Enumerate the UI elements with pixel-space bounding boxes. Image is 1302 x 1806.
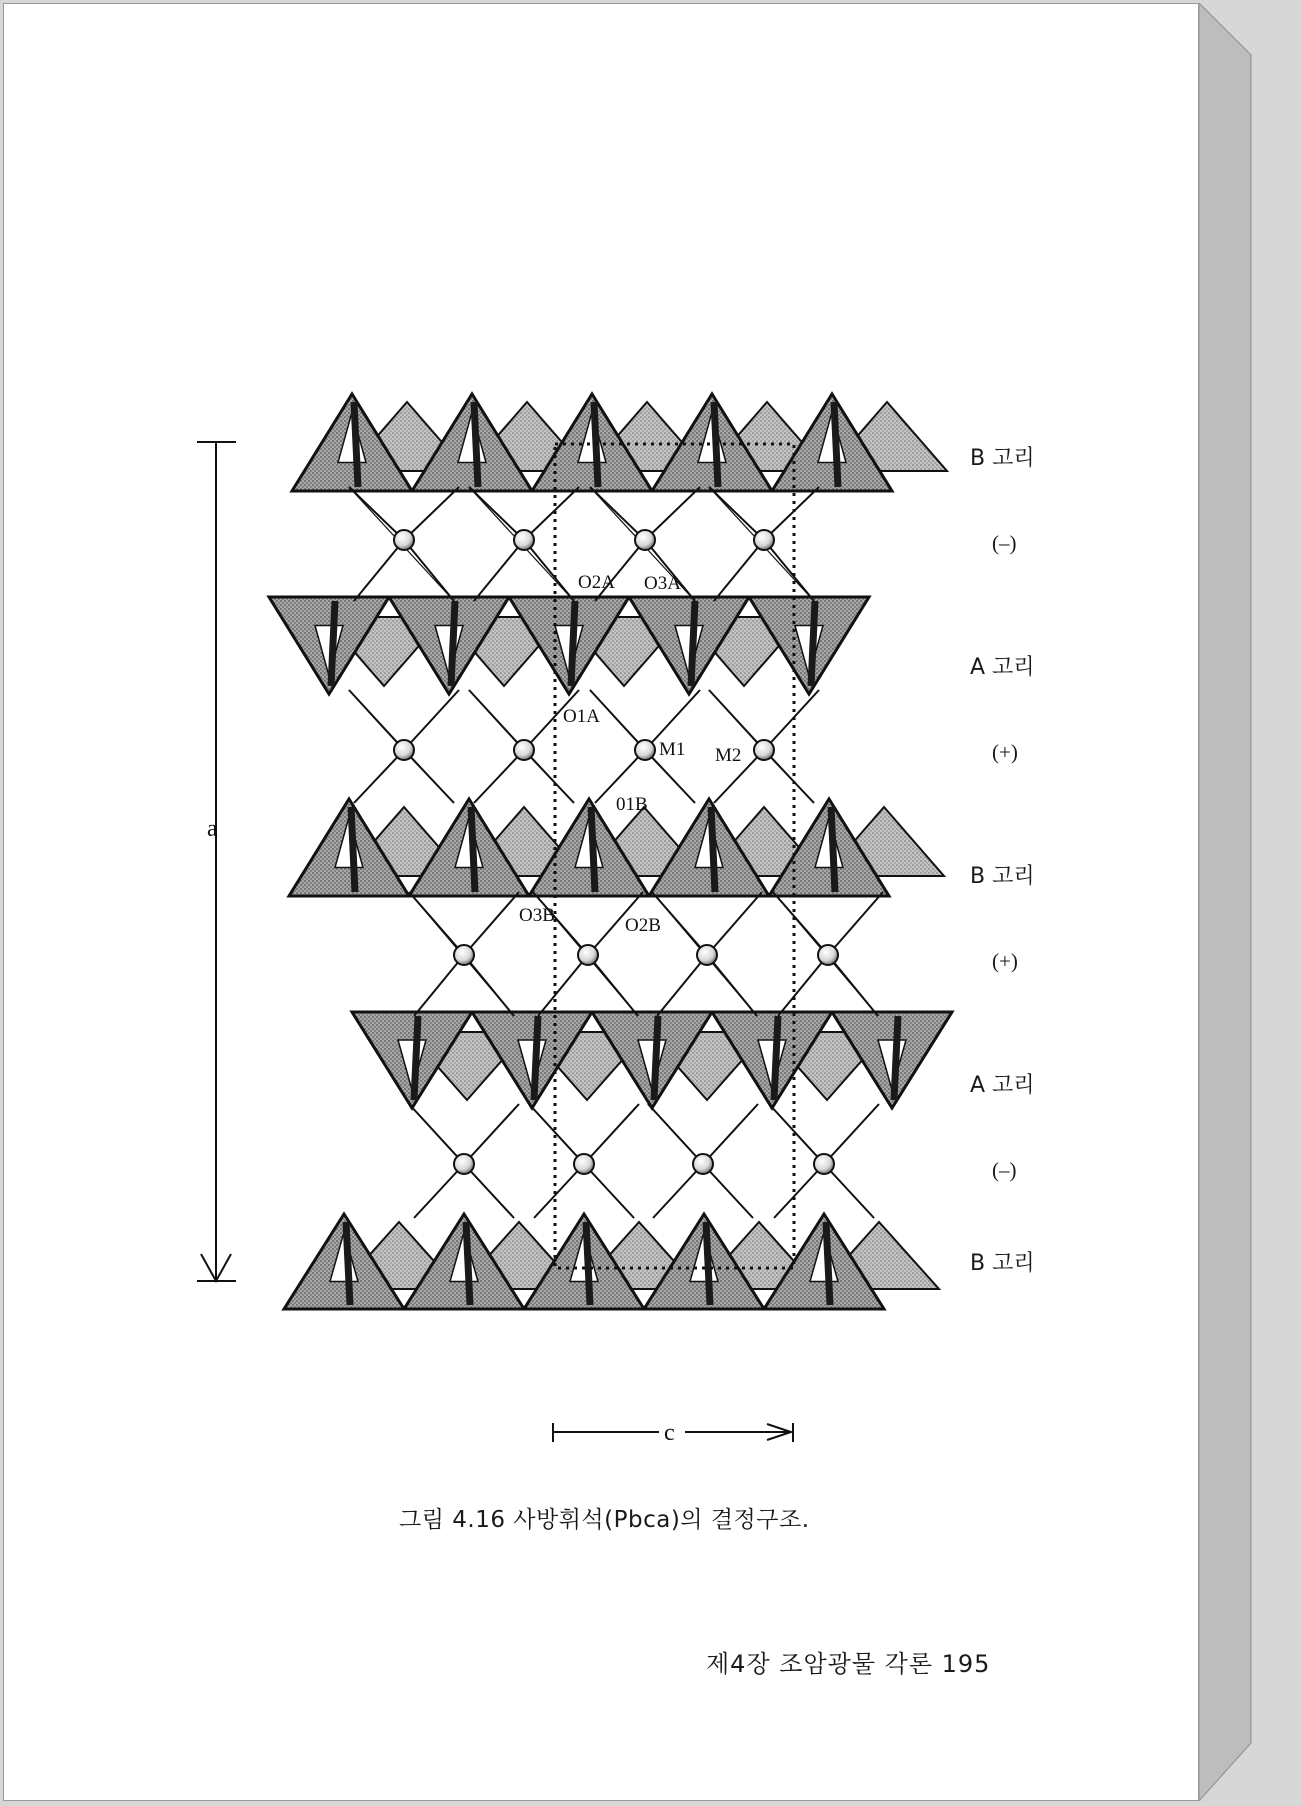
running-footer: 제4장 조암광물 각론 195 — [706, 1650, 991, 1678]
metal-oxygen-bond — [709, 487, 764, 540]
tetrahedron-edge — [414, 1016, 418, 1100]
silicate-chain-5 — [284, 1214, 939, 1309]
ring-label-4: A 고리 — [970, 1073, 1035, 1098]
tetrahedron-edge — [474, 402, 478, 487]
metal-atom — [454, 1154, 474, 1174]
metal-oxygen-bond — [464, 892, 519, 955]
metal-atom — [574, 1154, 594, 1174]
tetrahedron-edge — [591, 807, 595, 892]
charge-label-4: (–) — [992, 1158, 1017, 1182]
site-label-m2: M2 — [715, 745, 742, 766]
metal-oxygen-bond — [764, 487, 819, 540]
tetrahedron-edge — [571, 601, 575, 686]
tetrahedral-chains — [269, 394, 952, 1309]
metal-atom — [754, 530, 774, 550]
tetrahedron-edge — [534, 1016, 538, 1100]
site-label-o1b: 01B — [616, 794, 648, 815]
silicate-chain-2 — [269, 597, 869, 694]
tetrahedron-edge — [894, 1016, 898, 1100]
tetrahedron-edge — [706, 1222, 710, 1305]
tetrahedron-edge — [471, 807, 475, 892]
metal-oxygen-bond — [404, 690, 459, 750]
metal-oxygen-bond — [778, 955, 828, 1016]
site-label-o3b: O3B — [519, 905, 555, 926]
metal-oxygen-bond — [707, 892, 762, 955]
metal-atom — [394, 530, 414, 550]
metal-oxygen-bond — [764, 540, 814, 601]
metal-oxygen-bond — [414, 1164, 464, 1218]
metal-oxygen-bond — [653, 1164, 703, 1218]
ring-label-2: A 고리 — [970, 655, 1035, 680]
tetrahedron-edge — [811, 601, 815, 686]
charge-label-2: (+) — [992, 740, 1018, 764]
metal-oxygen-bond — [764, 690, 819, 750]
metal-atom — [514, 530, 534, 550]
tetrahedron-edge — [774, 1016, 778, 1100]
metal-oxygen-bond — [590, 487, 645, 540]
metal-atom — [635, 530, 655, 550]
a-axis — [197, 442, 236, 1281]
metal-oxygen-bond — [657, 955, 707, 1016]
tetrahedron-edge — [451, 601, 455, 686]
metal-oxygen-bond — [404, 540, 454, 601]
metal-oxygen-bond — [474, 540, 524, 601]
metal-oxygen-bond — [469, 487, 524, 540]
metal-oxygen-bond — [824, 1104, 879, 1164]
c-axis-label: c — [664, 1420, 675, 1446]
metal-atom — [394, 740, 414, 760]
metal-oxygen-bond — [703, 1104, 758, 1164]
metal-oxygen-bond — [524, 540, 574, 601]
metal-oxygen-bond — [524, 487, 579, 540]
metal-atom — [693, 1154, 713, 1174]
tetrahedron-edge — [711, 807, 715, 892]
metal-oxygen-bond — [645, 487, 700, 540]
metal-oxygen-bond — [534, 1164, 584, 1218]
a-axis-label: a — [207, 816, 218, 842]
tetrahedron-edge — [691, 601, 695, 686]
tetrahedron-edge — [826, 1222, 830, 1305]
book-edge — [1199, 3, 1259, 1801]
site-label-o2b: O2B — [625, 915, 661, 936]
metal-oxygen-bond — [584, 1104, 639, 1164]
metal-oxygen-bond — [774, 1164, 824, 1218]
site-label-m1: M1 — [659, 739, 686, 760]
metal-atom — [697, 945, 717, 965]
tetrahedron-edge — [331, 601, 335, 686]
charge-label-3: (+) — [992, 949, 1018, 973]
site-label-o3a: O3A — [644, 573, 681, 594]
ring-label-3: B 고리 — [970, 864, 1035, 889]
metal-oxygen-bond — [828, 892, 883, 955]
metal-atom — [514, 740, 534, 760]
silicate-chain-4 — [352, 1012, 952, 1108]
metal-oxygen-bond — [538, 955, 588, 1016]
metal-oxygen-bond — [349, 487, 404, 540]
metal-oxygen-bond — [354, 540, 404, 601]
charge-label-1: (–) — [992, 531, 1017, 555]
metal-atom — [754, 740, 774, 760]
tetrahedron-edge — [831, 807, 835, 892]
tetrahedron-edge — [834, 402, 838, 487]
site-label-o1a: O1A — [563, 706, 600, 727]
metal-atom — [454, 945, 474, 965]
metal-atom — [578, 945, 598, 965]
figure-caption: 그림 4.16 사방휘석(Pbca)의 결정구조. — [399, 1507, 810, 1533]
metal-oxygen-bond — [714, 540, 764, 601]
tetrahedron-edge — [466, 1222, 470, 1305]
tetrahedron-edge — [351, 807, 355, 892]
metal-oxygen-bond — [414, 955, 464, 1016]
tetrahedron-edge — [586, 1222, 590, 1305]
tetrahedron-edge — [654, 1016, 658, 1100]
metal-atom — [814, 1154, 834, 1174]
ring-label-1: B 고리 — [970, 446, 1035, 471]
tetrahedron-edge — [354, 402, 358, 487]
site-label-o2a: O2A — [578, 572, 615, 593]
metal-atom — [818, 945, 838, 965]
book-page — [3, 3, 1199, 1801]
metal-oxygen-bond — [464, 1104, 519, 1164]
tetrahedron-edge — [346, 1222, 350, 1305]
metal-oxygen-bond — [404, 487, 459, 540]
metal-atom — [635, 740, 655, 760]
ring-label-5: B 고리 — [970, 1251, 1035, 1276]
